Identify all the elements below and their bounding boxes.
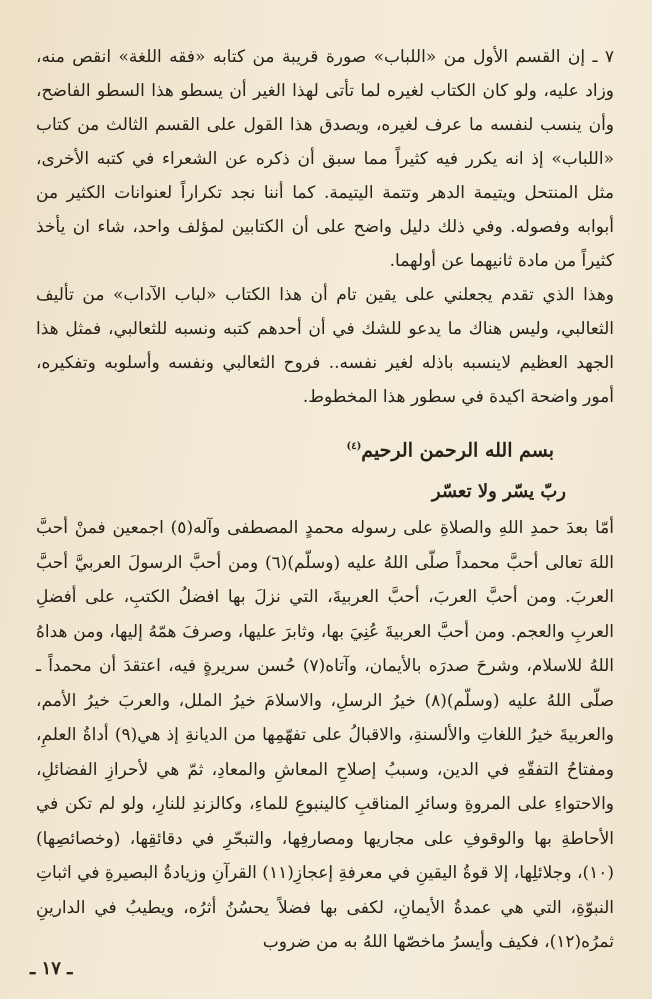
paragraph-conclusion: وهذا الذي تقدم يجعلني على يقين تام أن هذا الكتاب «لباب الآداب» من تأليف الثعالبي، وليس هناك ما يدعو للشك في أن أحدهم كتبه ونسبه للثعالبي، فمثل هذا الجهد العظيم لاينسبه باذله لغير نفسه.. فروح الثعالبي ونفسه وأسلوبه وتفكيره، أمور واضحة اكيدة في سطور هذا المخطوط. [36, 285, 614, 407]
section-one [36, 40, 614, 414]
paragraph-preface: أمّا بعدَ حمدِ اللهِ والصلاةِ على رسوله محمدٍ المصطفى وآله(٥) اجمعين فمنْ أحبَّ اللهَ تعالى أحبَّ محمداً صلّى اللهُ عليه (وسلّم)(٦) ومن أحبَّ الرسولَ العربيَّ أحبَّ العربَ. ومن أحبَّ العربَ، أحبَّ العربيةَ، التي نزلَ بها افضلُ الكتبِ، على أفضلِ العربِ والعجم. ومن أحبَّ العربيةَ عُنِيَ بها، وثابرَ عليها، وصرفَ همّهُ إليها، ومن هداهُ اللهُ للاسلام، وشرحَ صدرَه بالأيمان، وآتاه(٧) حُسن سريرةٍ فيه، اعتقدَ أن محمداً ـ صلّى اللهُ عليه (وسلّم)(٨) خيرُ الرسلِ، والاسلامَ خيرُ الملل، والعربَ خيرُ الأمم، والعربيةَ خيرُ اللغاتِ والألسنةِ، والاقبالُ على تفهّمِها من الديانةِ إذ هي(٩) أداةُ العلمِ، ومفتاحُ التفقّهِ في الدين، وسببُ إصلاحِ المعاشِ والمعادِ، ثمّ هي لأحرازِ الفضائلِ، والاحتواءِ على المروةِ وسائرِ المناقبِ كالينبوعِ للماءِ، وكالزندِ للنارِ، ولو لم تكن في الأحاطةِ بها والوقوفِ على مجاريها ومصارفِها، والتبحّرِ في دقائقِها، (وخصائصِها)(١٠)، وجلائلِها، إلا قوةُ اليقينِ في معرفةِ إعجازِ(١١) القرآنِ وزيادةُ البصيرةِ في اثباتِ النبوّةِ، التي هي عمدةُ الأيمانِ، لكفى بها فضلاً يحسُنُ أثرُه، ويطيبُ في الدارينِ ثمرُه(١٢)، فكيف وأيسرُ ماخصّها اللهُ به من ضروب [36, 518, 615, 953]
footnote-ref: (٤) [346, 441, 362, 452]
basmala-text: بسم الله الرحمن الرحيم [361, 439, 554, 462]
page-number: ـ ١٧ ـ [30, 958, 73, 979]
paragraph-point-seven: ٧ ـ إن القسم الأول من «اللباب» صورة قريبة من كتابه «فقه اللغة» انقص منه، وزاد عليه، ولو كان الكتاب لغيره لما تأتى لهذا الغير أن يسطو هذا السطو الفاضح، وأن ينسب لنفسه ما عرف لغيره، ويصدق هذا القول على القسم الثالث من كتاب «اللباب» إذ انه يكرر فيه كثيراً مما سبق أن ذكره عن الشعراء في كتبه الأخرى، مثل المنتحل ويتيمة الدهر وتتمة اليتيمة. كما أننا نجد تكراراً لعنوانات الكثير من أبوابه وفصوله. وفي ذلك دليل واضح على أن الكتابين لمؤلف واحد، شاء ان يأخذ كثيراً من مادة ثانيهما عن أولهما. [36, 47, 615, 271]
motto-line: ربّ يسّر ولا تعسّر [431, 481, 566, 503]
text-column [36, 40, 614, 960]
section-two [36, 511, 614, 960]
basmala-heading [36, 424, 554, 473]
